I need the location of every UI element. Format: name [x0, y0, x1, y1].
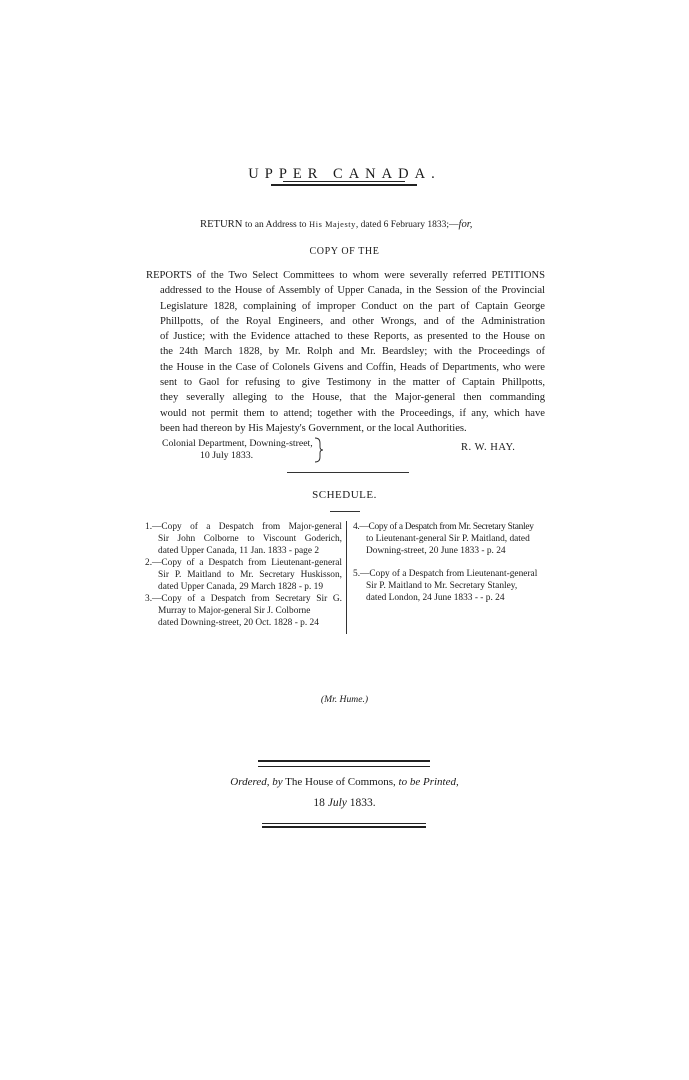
schedule-heading: SCHEDULE. — [312, 489, 377, 501]
signature: R. W. HAY. — [461, 442, 516, 453]
reports-line: they severally alleging to the House, that the Major-general then commanding — [160, 392, 545, 404]
ordered-by-text: Ordered, by — [230, 776, 283, 788]
section-rule — [287, 472, 409, 473]
printing-order — [0, 776, 689, 788]
reports-line: sent to Gaol for refusing to give Testimony in the matter of Captain Phillpotts, — [160, 377, 545, 389]
schedule-item-line: 2.—Copy of a Despatch from Lieutenant-general — [145, 558, 342, 568]
title-rule-thick — [271, 184, 417, 186]
schedule-item-line: Sir P. Maitland to Mr. Secretary Huskisson, — [158, 570, 342, 580]
schedule-left-column — [145, 521, 342, 629]
return-word: RETURN — [200, 219, 243, 230]
schedule-item-line: dated London, 24 June 1833 - - p. 24 — [366, 593, 505, 603]
end-rule-thin — [262, 823, 426, 824]
schedule-item-line: 1.—Copy of a Despatch from Major-general — [145, 522, 342, 532]
his-majesty-text: His Majesty — [309, 220, 356, 229]
schedule-item-line: 4.—Copy of a Despatch from Mr. Secretary Stanley — [353, 522, 534, 532]
reports-line: the House in the Case of Colonels Givens and Coffin, Heads of Departments, who were — [160, 361, 545, 373]
schedule-item-4 — [353, 521, 550, 557]
reports-line: Phillpotts, of the Royal Engineers, and other Wrongs, and of the Administration — [160, 315, 545, 327]
reports-line: of Justice; with the Evidence attached to these Reports, as presented to the House on — [160, 331, 545, 343]
schedule-item-line: dated Upper Canada, 11 Jan. 1833 - page 2 — [158, 546, 320, 556]
order-rule-thick — [258, 760, 430, 762]
return-line — [200, 219, 472, 230]
reports-line: been had thereon by His Majesty's Government, or the local Authorities. — [160, 422, 467, 434]
reports-line: would not permit them to attend; together with the Proceedings, if any, which have — [160, 407, 545, 419]
schedule-item-3 — [145, 593, 342, 629]
schedule-item-1 — [145, 521, 342, 557]
schedule-item-line: dated Downing-street, 20 Oct. 1828 - p. 24 — [158, 618, 319, 628]
colonial-department-dateline — [162, 438, 313, 462]
mover-name — [0, 694, 689, 705]
house-of-commons-text: The House of Commons, — [285, 776, 396, 788]
order-rule-thin — [258, 766, 430, 767]
schedule-item-line: Downing-street, 20 June 1833 - p. 24 — [366, 546, 506, 556]
return-for-text: for, — [458, 219, 473, 230]
dateline-brace-icon — [314, 437, 324, 463]
schedule-item-line: to Lieutenant-general Sir P. Maitland, dated — [366, 534, 530, 544]
to-be-printed-text: to be Printed, — [398, 776, 459, 788]
colonial-department-date: 10 July 1833. — [200, 450, 254, 461]
schedule-item-line: 5.—Copy of a Despatch from Lieutenant-general — [353, 569, 538, 579]
title-rule-thin — [283, 181, 405, 182]
schedule-right-column — [353, 521, 550, 604]
schedule-item-line: 3.—Copy of a Despatch from Secretary Sir G. — [145, 594, 342, 604]
reports-paragraph — [146, 268, 545, 436]
schedule-item-line: Murray to Major-general Sir J. Colborne — [158, 606, 311, 616]
reports-line: the 24th March 1828, by Mr. Rolph and Mr. Beardsley; with the Proceedings of — [160, 346, 545, 358]
order-date — [0, 797, 689, 809]
order-date-year: 1833. — [349, 797, 376, 809]
document-title: UPPER CANADA. — [248, 166, 441, 182]
order-date-month: July — [327, 797, 347, 809]
reports-line: Legislature 1828, complaining of improper Conduct on the part of Captain George — [160, 300, 545, 312]
return-address-text: to an Address to — [245, 220, 307, 230]
mover-name-text: (Mr. Hume.) — [320, 694, 369, 705]
reports-line: REPORTS of the Two Select Committees to whom were severally referred PETITIONS — [146, 270, 545, 281]
schedule-item-line: Sir P. Maitland to Mr. Secretary Stanley, — [366, 581, 518, 591]
schedule-item-5 — [353, 568, 550, 604]
order-date-day: 18 — [313, 797, 325, 809]
return-date-text: , dated 6 February 1833;— — [355, 220, 459, 230]
copy-of-the-heading: COPY OF THE — [309, 246, 380, 257]
schedule-item-line: Sir John Colborne to Viscount Goderich, — [158, 534, 342, 544]
schedule-rule — [330, 511, 360, 512]
end-rule-thick — [262, 826, 426, 828]
schedule-item-2 — [145, 557, 342, 593]
schedule-column-divider — [346, 521, 347, 634]
schedule-item-line: dated Upper Canada, 29 March 1828 - p. 19 — [158, 582, 324, 592]
colonial-department-line: Colonial Department, Downing-street, — [162, 438, 313, 449]
reports-line: addressed to the House of Assembly of Upper Canada, in the Session of the Provincial — [160, 285, 545, 297]
